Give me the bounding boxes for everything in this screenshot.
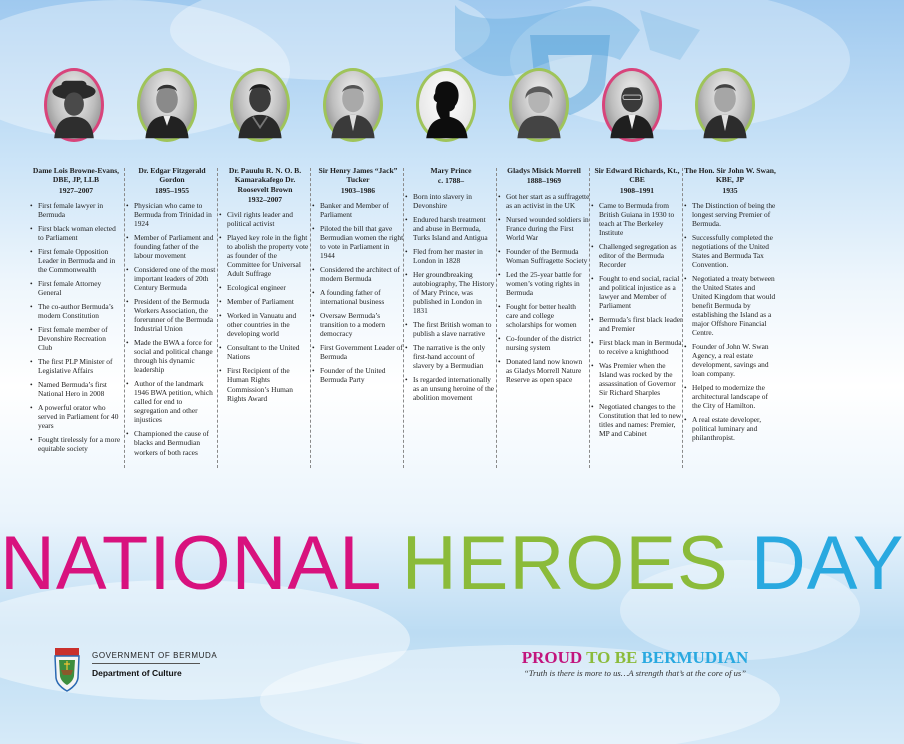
hero-fact: • First female member of Devonshire Recreation Club (30, 325, 122, 352)
hero-fact: • First female lawyer in Bermuda (30, 201, 122, 219)
government-of-bermuda-logo (52, 648, 272, 696)
proud-to-be-bermudian-slogan (470, 648, 800, 668)
portrait-edward-richards (602, 68, 662, 142)
hero-fact: • Fought tirelessly for a more equitable society (30, 435, 122, 453)
portrait-john-swan (695, 68, 755, 142)
hero-fact: • Founder of the Bermuda Woman Suffragette Society (498, 247, 590, 265)
hero-name: Dame Lois Browne-Evans, DBE, JP, LLB (32, 166, 120, 185)
hero-fact: • Nursed wounded soldiers in France during the First World War (498, 215, 590, 242)
bermuda-coat-of-arms-icon (52, 648, 82, 692)
hero-years: 1908–1991 (619, 185, 655, 195)
hero-fact: • Civil rights leader and political activist (219, 210, 311, 228)
hero-fact: • Her groundbreaking autobiography, The History of Mary Prince, was published in London in 1831 (405, 270, 497, 315)
slogan-word-bermudian: BERMUDIAN (641, 648, 749, 667)
hero-name: The Hon. Sir John W. Swan, KBE, JP (684, 166, 776, 185)
hero-fact: • Considered the architect of modern Bermuda (312, 265, 404, 283)
hero-fact: • Piloted the bill that gave Bermudian women the right to vote in Parliament in 1944 (312, 224, 404, 260)
hero-fact: • Was Premier when the Island was rocked by the assassination of Governor Sir Richard Sharples (591, 361, 683, 397)
hero-fact: • The Distinction of being the longest serving Premier of Bermuda. (684, 201, 776, 228)
hero-fact: • First black man in Bermuda to receive a knighthood (591, 338, 683, 356)
hero-facts-list (684, 201, 776, 443)
hero-fact: • President of the Bermuda Workers Association, the forerunner of the Bermuda Industrial Union (126, 297, 218, 333)
hero-column-lois-browne-evans (30, 166, 122, 458)
hero-fact: • A powerful orator who served in Parliament for 40 years (30, 403, 122, 430)
hero-fact: • Fought to end social, racial and political injustice as a lawyer and Member of Parliament (591, 274, 683, 310)
hero-years: 1935 (722, 185, 738, 195)
hero-fact: • Ecological engineer (219, 283, 311, 292)
hero-name: Mary Prince (430, 166, 472, 175)
hero-fact: • Is regarded internationally as an unsung heroine of the abolition movement (405, 375, 497, 402)
hero-fact: • Played key role in the fight to abolish the property vote as founder of the Committee for Universal Adult Suffrage (219, 233, 311, 278)
slogan-tagline: “Truth is there is more to us…A strength that’s at the core of us” (523, 668, 747, 678)
column-divider (124, 168, 125, 468)
portrait-henry-tucker (323, 68, 383, 142)
hero-name: Sir Henry James “Jack” Tucker (318, 166, 398, 185)
hero-fact: • Co-founder of the district nursing system (498, 334, 590, 352)
hero-fact: • Born into slavery in Devonshire (405, 192, 497, 210)
hero-column-edward-richards (591, 166, 683, 443)
hero-fact: • Author of the landmark 1946 BWA petition, which called for end to segregation and other injustices (126, 379, 218, 424)
headline-word-national: NATIONAL (0, 521, 380, 606)
hero-years: 1903–1986 (340, 185, 376, 195)
hero-fact: • Helped to modernize the architectural landscape of the City of Hamilton. (684, 383, 776, 410)
hero-fact: • Led the 25-year battle for women’s voting rights in Bermuda (498, 270, 590, 297)
hero-fact: • Made the BWA a force for social and political change through his dynamic leadership (126, 338, 218, 374)
hero-column-gladys-morrell (498, 166, 590, 389)
hero-fact: • Bermuda’s first black leader and Premier (591, 315, 683, 333)
headline-word-heroes: HEROES (401, 521, 729, 606)
headline-word-day: DAY (750, 521, 904, 606)
hero-fact: • Fought for better health care and college scholarships for women (498, 302, 590, 329)
hero-fact: • First female Attorney General (30, 279, 122, 297)
portrait-gladys-morrell (509, 68, 569, 142)
hero-fact: • Fled from her master in London in 1828 (405, 247, 497, 265)
portrait-mary-prince-silhouette (416, 68, 476, 142)
hero-facts-list (498, 192, 590, 385)
hero-fact: • Came to Bermuda from British Guiana in 1930 to teach at The Berkeley Institute (591, 201, 683, 237)
hero-fact: • Banker and Member of Parliament (312, 201, 404, 219)
hero-years: 1927–2007 (58, 185, 94, 195)
hero-fact: • Physician who came to Bermuda from Trinidad in 1924 (126, 201, 218, 228)
hero-facts-list (405, 192, 497, 403)
hero-fact: • Member of Parliament and founding father of the labour movement (126, 233, 218, 260)
hero-fact: • A founding father of international business (312, 288, 404, 306)
hero-column-edgar-gordon (126, 166, 218, 462)
hero-name: Dr. Edgar Fitzgerald Gordon (138, 166, 206, 185)
hero-years: 1895–1955 (154, 185, 190, 195)
hero-fact: • Founder of the United Bermuda Party (312, 366, 404, 384)
hero-fact: • First Government Leader of Bermuda (312, 343, 404, 361)
hero-fact: • Founder of John W. Swan Agency, a real estate development, savings and loan company. (684, 342, 776, 378)
hero-facts-list (591, 201, 683, 439)
hero-fact: • Considered one of the most important leaders of 20th Century Bermuda (126, 265, 218, 292)
hero-column-henry-tucker (312, 166, 404, 389)
hero-years: 1932–2007 (247, 194, 283, 204)
department-label: Department of Culture (92, 668, 182, 678)
hero-years: 1888–1969 (526, 176, 562, 186)
hero-fact: • First female Opposition Leader in Bermuda and in the Commonwealth (30, 247, 122, 274)
hero-fact: • The first British woman to publish a slave narrative (405, 320, 497, 338)
hero-fact: • Donated land now known as Gladys Morrell Nature Reserve as open space (498, 357, 590, 384)
bermuda-crest-watermark (0, 0, 800, 130)
hero-fact: • The first PLP Minister of Legislative Affairs (30, 357, 122, 375)
hero-fact: • Oversaw Bermuda’s transition to a modern democracy (312, 311, 404, 338)
portrait-pauulu-kamarakafego (230, 68, 290, 142)
hero-fact: • Challenged segregation as editor of the Bermuda Recorder (591, 242, 683, 269)
hero-fact: • Negotiated changes to the Constitution that led to new titles and names: Premier, MP and Cabinet (591, 402, 683, 438)
hero-facts-list (30, 201, 122, 454)
hero-facts-list (219, 210, 311, 403)
hero-fact: • Got her start as a suffragette as an activist in the UK (498, 192, 590, 210)
portrait-edgar-gordon (137, 68, 197, 142)
hero-column-mary-prince (405, 166, 497, 407)
slogan-word-to-be: TO BE (586, 648, 638, 667)
hero-name: Gladys Misick Morrell (507, 166, 581, 175)
divider-line (92, 663, 200, 664)
hero-name: Sir Edward Richards, Kt., CBE (594, 166, 680, 185)
hero-fact: • First Recipient of the Human Rights Commission’s Human Rights Award (219, 366, 311, 402)
hero-fact: • Named Bermuda’s first National Hero in 2008 (30, 380, 122, 398)
hero-fact: • Championed the cause of blacks and Bermudian workers of both races (126, 429, 218, 456)
portrait-lois-browne-evans (44, 68, 104, 142)
national-heroes-day-headline (0, 521, 904, 606)
hero-column-pauulu-kamarakafego (219, 166, 311, 408)
hero-facts-list (312, 201, 404, 385)
hero-fact: • The co-author Bermuda’s modern Constitution (30, 302, 122, 320)
slogan-word-proud: PROUD (521, 648, 583, 667)
hero-fact: • Member of Parliament (219, 297, 311, 306)
hero-fact: • Endured harsh treatment and abuse in Bermuda, Turks Island and Antigua (405, 215, 497, 242)
hero-fact: • First black woman elected to Parliament (30, 224, 122, 242)
hero-column-john-swan (684, 166, 776, 448)
hero-facts-list (126, 201, 218, 457)
hero-name: Dr. Pauulu R. N. O. B. Kamarakafego Dr. Roosevelt Brown (228, 166, 302, 194)
hero-fact: • A real estate developer, political luminary and philanthropist. (684, 415, 776, 442)
hero-years: c. 1788– (437, 176, 465, 186)
hero-fact: • The narrative is the only first-hand account of slavery by a Bermudian (405, 343, 497, 370)
hero-fact: • Negotiated a treaty between the United States and United Kingdom that would benefit Bermuda by establishing the Island as a major Offshore Financial Centre. (684, 274, 776, 337)
hero-fact: • Successfully completed the negotiations of the United States and Bermuda Tax Convention. (684, 233, 776, 269)
government-label: GOVERNMENT OF BERMUDA (92, 651, 218, 660)
hero-fact: • Consultant to the United Nations (219, 343, 311, 361)
hero-fact: • Worked in Vanuatu and other countries in the developing world (219, 311, 311, 338)
